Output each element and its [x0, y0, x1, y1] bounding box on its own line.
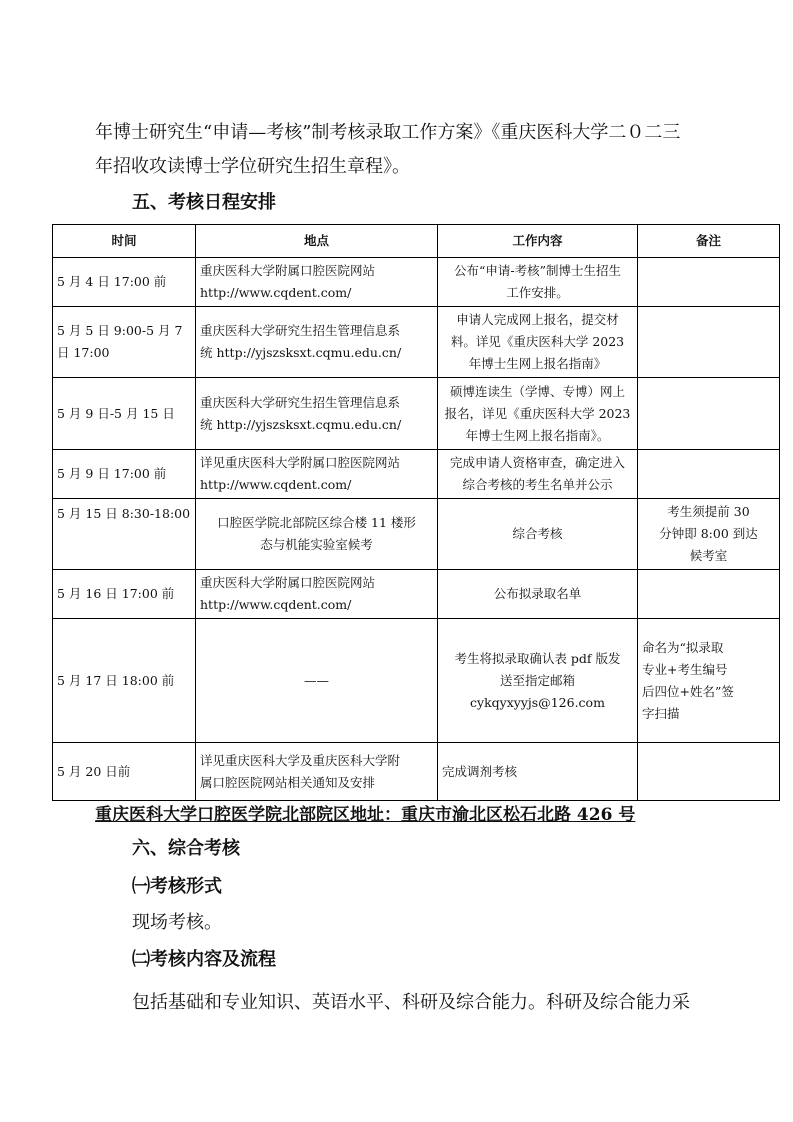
note-cell	[638, 499, 780, 570]
table-row	[53, 258, 780, 307]
time-cell	[53, 307, 196, 378]
place-text: 重庆医科大学研究生招生管理信息系	[200, 394, 401, 410]
work-text: 公布拟录取名单	[493, 586, 582, 601]
note-text: 候考室	[689, 548, 728, 563]
work-text: 料。详见《重庆医科大学 2023	[450, 334, 625, 349]
time-text: 5 月 4 日 17:00 前	[57, 274, 167, 289]
time-cell	[53, 258, 196, 307]
time-text: 5 月 17 日 18:00 前	[57, 672, 175, 688]
place-text: 态与机能实验室候考	[260, 537, 373, 552]
place-text: 重庆医科大学附属口腔医院网站	[200, 263, 376, 278]
work-text: 硕博连读生（学博、专博）网上	[449, 383, 625, 399]
work-email: cykqyxyyjs@126.com	[470, 694, 605, 710]
time-cell	[53, 378, 196, 450]
note-cell	[638, 450, 780, 499]
work-cell	[438, 619, 638, 743]
time-cell	[53, 619, 196, 743]
note-cell	[638, 619, 780, 743]
place-cell	[196, 619, 438, 743]
work-cell	[438, 570, 638, 619]
work-text: 年博士生网上报名指南》	[468, 356, 607, 371]
note-text: 后四位+姓名”签	[642, 683, 734, 699]
note-text: 字扫描	[642, 705, 680, 721]
work-cell	[438, 499, 638, 570]
work-text: 报名，详见《重庆医科大学 2023	[444, 405, 631, 421]
time-cell	[53, 743, 196, 801]
note-cell	[638, 743, 780, 801]
note-text: 命名为“拟录取	[642, 639, 724, 655]
table-row	[53, 378, 780, 450]
subsection-1-text: 现场考核。	[132, 912, 222, 933]
table-row	[53, 307, 780, 378]
header-time: 时间	[53, 225, 196, 258]
note-cell	[638, 307, 780, 378]
place-text: 属口腔医院网站相关通知及安排	[200, 774, 376, 790]
table-row	[53, 743, 780, 801]
section-6-heading: 六、综合考核	[132, 838, 240, 859]
work-text: 考生将拟录取确认表 pdf 版发	[454, 650, 621, 666]
place-text: ——	[304, 672, 329, 688]
time-text: 5 月 9 日 17:00 前	[57, 466, 167, 481]
subsection-2-text: 包括基础和专业知识、英语水平、科研及综合能力。科研及综合能力采	[132, 992, 690, 1013]
work-text: 公布“申请-考核”制博士生招生	[453, 263, 621, 278]
work-cell	[438, 378, 638, 450]
note-text: 专业+考生编号	[642, 661, 728, 677]
work-text: 年博士生网上报名指南》。	[465, 427, 610, 443]
time-cell	[53, 499, 196, 570]
place-url: 统 http://yjszsksxt.cqmu.edu.cn/	[200, 416, 402, 432]
header-work: 工作内容	[438, 225, 638, 258]
schedule-table	[52, 224, 780, 801]
table-row	[53, 619, 780, 743]
place-cell	[196, 743, 438, 801]
place-url: http://www.cqdent.com/	[200, 477, 352, 492]
campus-address: 重庆医科大学口腔医学院北部院区地址：重庆市渝北区松石北路 426 号	[95, 805, 636, 825]
header-note: 备注	[638, 225, 780, 258]
place-url: http://www.cqdent.com/	[200, 285, 352, 300]
table-row	[53, 570, 780, 619]
subsection-1-heading: ㈠考核形式	[132, 876, 222, 897]
place-text: 详见重庆医科大学附属口腔医院网站	[200, 455, 401, 470]
place-url: 统 http://yjszsksxt.cqmu.edu.cn/	[200, 345, 402, 360]
note-cell	[638, 258, 780, 307]
work-text: 综合考核	[512, 526, 563, 541]
note-text: 分钟即 8:00 到达	[659, 526, 758, 541]
time-text: 5 月 5 日 9:00-5 月 7	[57, 323, 183, 338]
subsection-2-heading: ㈡考核内容及流程	[132, 949, 276, 970]
place-cell	[196, 307, 438, 378]
intro-line-1: 年博士研究生“申请—考核”制考核录取工作方案》《重庆医科大学二０二三	[95, 122, 681, 143]
work-cell	[438, 743, 638, 801]
place-cell	[196, 450, 438, 499]
place-text: 详见重庆医科大学及重庆医科大学附	[200, 752, 401, 768]
time-text: 5 月 9 日-5 月 15 日	[57, 405, 175, 421]
note-text: 考生须提前 30	[667, 504, 750, 519]
section-5-heading: 五、考核日程安排	[132, 192, 276, 213]
time-cell	[53, 570, 196, 619]
work-text: 送至指定邮箱	[499, 672, 575, 688]
time-text: 5 月 15 日 8:30-18:00	[57, 506, 191, 521]
table-row	[53, 499, 780, 570]
time-text: 5 月 16 日 17:00 前	[57, 586, 175, 601]
table-header-row	[53, 225, 780, 258]
work-cell	[438, 258, 638, 307]
note-cell	[638, 378, 780, 450]
work-text: 工作安排。	[506, 285, 569, 300]
table-row	[53, 450, 780, 499]
place-text: 重庆医科大学研究生招生管理信息系	[200, 323, 401, 338]
header-place: 地点	[196, 225, 438, 258]
place-url: http://www.cqdent.com/	[200, 597, 352, 612]
intro-line-2: 年招收攻读博士学位研究生招生章程》。	[95, 156, 410, 177]
work-cell	[438, 450, 638, 499]
work-cell	[438, 307, 638, 378]
place-cell	[196, 258, 438, 307]
work-text: 完成调剂考核	[442, 763, 518, 779]
place-cell	[196, 499, 438, 570]
place-cell	[196, 570, 438, 619]
work-text: 申请人完成网上报名，提交材	[456, 312, 619, 327]
place-text: 重庆医科大学附属口腔医院网站	[200, 575, 376, 590]
work-text: 综合考核的考生名单并公示	[462, 477, 613, 492]
time-text: 日 17:00	[57, 345, 110, 360]
place-cell	[196, 378, 438, 450]
place-text: 口腔医学院北部院区综合楼 11 楼形	[217, 515, 416, 530]
work-text: 完成申请人资格审查，确定进入	[449, 455, 625, 470]
note-cell	[638, 570, 780, 619]
time-text: 5 月 20 日前	[57, 763, 131, 779]
time-cell	[53, 450, 196, 499]
